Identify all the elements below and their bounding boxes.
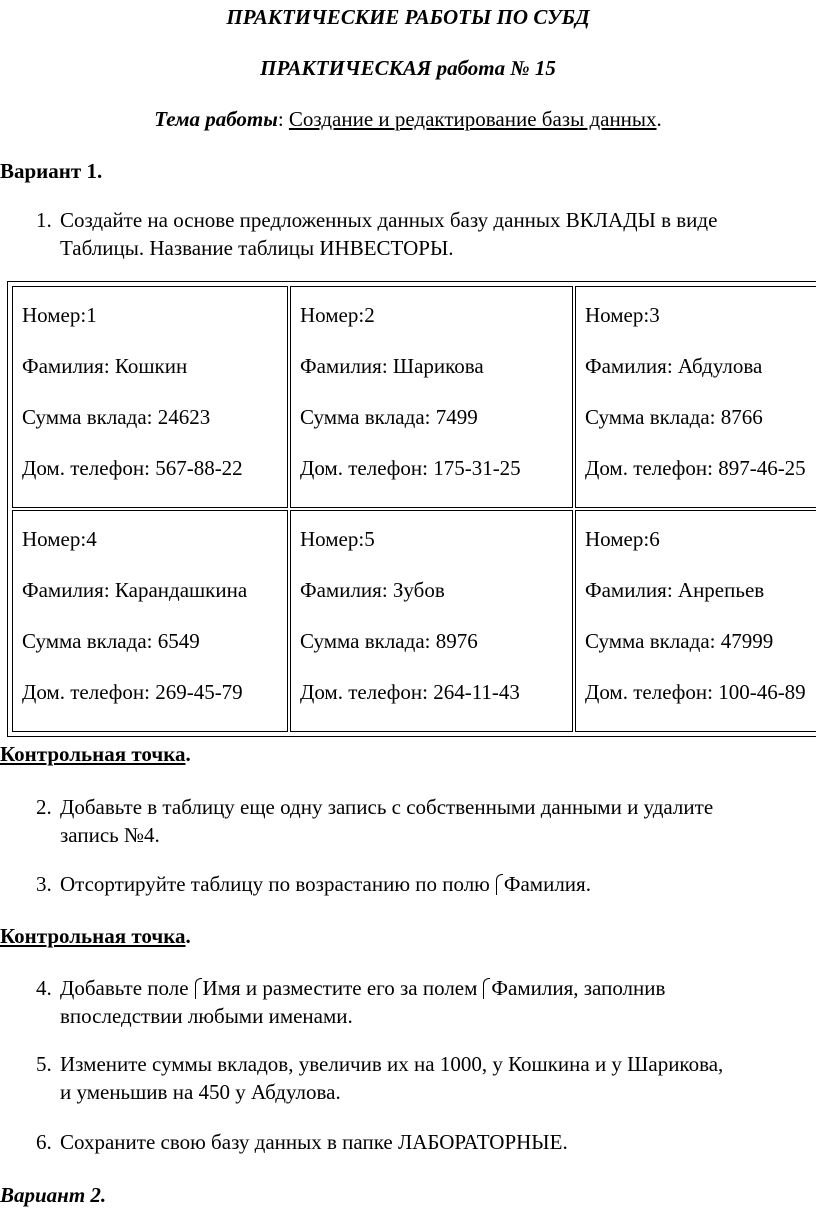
checkpoint-1 [0, 741, 191, 767]
record-number: Номер:1 [22, 303, 97, 327]
record-number: Номер:4 [22, 527, 97, 551]
record-cell-6 [575, 510, 816, 732]
variant-1-heading: Вариант 1. [0, 159, 103, 183]
record-phone: Дом. телефон: 897-46-25 [585, 456, 806, 480]
task-4-line-1 [60, 975, 665, 1001]
record-phone: Дом. телефон: 269-45-79 [22, 680, 243, 704]
record-deposit: Сумма вклада: 6549 [22, 629, 200, 653]
record-surname: Фамилия: Зубов [300, 578, 445, 602]
work-number: ПРАКТИЧЕСКАЯ работа № 15 [260, 56, 556, 80]
task-4-line-2: впоследствии любыми именами. [60, 1004, 353, 1028]
task-5-number: 5. [36, 1052, 52, 1076]
record-number: Номер:2 [300, 303, 375, 327]
record-number: Номер:6 [585, 527, 660, 551]
checkpoint-label: Контрольная точка [0, 742, 186, 766]
document-title: ПРАКТИЧЕСКИЕ РАБОТЫ ПО СУБД [226, 5, 590, 29]
record-cell-4 [12, 510, 288, 732]
task-5-line-1: Измените суммы вкладов, увеличив их на 1000, у Кошкина и у Шарикова, [60, 1052, 724, 1076]
record-number: Номер:3 [585, 303, 660, 327]
record-cell-2 [290, 286, 573, 508]
record-phone: Дом. телефон: 175-31-25 [300, 456, 521, 480]
record-deposit: Сумма вклада: 7499 [300, 405, 478, 429]
task-2-line-2: запись №4. [60, 823, 160, 847]
task-1-line-2: Таблицы. Название таблицы ИНВЕСТОРЫ. [60, 236, 454, 260]
checkpoint-dot: . [185, 924, 191, 948]
topic-text: Создание и редактирование базы данных [288, 107, 657, 131]
task-6-line-1: Сохраните свою базу данных в папке ЛАБОРАТОРНЫЕ. [60, 1130, 568, 1154]
task-1-line-1: Создайте на основе предложенных данных базу данных ВКЛАДЫ в виде [60, 208, 718, 232]
record-deposit: Сумма вклада: 8976 [300, 629, 478, 653]
task-3-line [60, 871, 591, 897]
field-quote-mark [481, 976, 489, 1000]
record-deposit: Сумма вклада: 8766 [585, 405, 763, 429]
record-phone: Дом. телефон: 100-46-89 [585, 680, 806, 704]
task-2-line-1: Добавьте в таблицу еще одну запись с собственными данными и удалите [60, 795, 714, 819]
checkpoint-label: Контрольная точка [0, 924, 186, 948]
task-4-part-2: Имя и разместите его за полем [202, 976, 478, 1000]
checkpoint-dot: . [185, 742, 191, 766]
task-4-number: 4. [36, 976, 52, 1000]
task-2-number: 2. [36, 795, 52, 819]
record-phone: Дом. телефон: 264-11-43 [300, 680, 520, 704]
record-surname: Фамилия: Анрепьев [585, 578, 765, 602]
field-quote-mark [494, 872, 502, 896]
variant-2-heading: Вариант 2. [0, 1183, 107, 1207]
task-3-text-after: Фамилия. [503, 872, 591, 896]
record-phone: Дом. телефон: 567-88-22 [22, 456, 243, 480]
task-5-line-2: и уменьшив на 450 у Абдулова. [60, 1080, 341, 1104]
record-cell-3 [575, 286, 816, 508]
task-4-part-3: Фамилия, заполнив [491, 976, 666, 1000]
record-cell-1 [12, 286, 288, 508]
record-deposit: Сумма вклада: 47999 [585, 629, 774, 653]
field-quote-mark [193, 976, 201, 1000]
task-1-number: 1. [36, 208, 52, 232]
task-3-number: 3. [36, 872, 52, 896]
record-surname: Фамилия: Шарикова [300, 354, 484, 378]
record-deposit: Сумма вклада: 24623 [22, 405, 211, 429]
record-surname: Фамилия: Карандашкина [22, 578, 248, 602]
record-surname: Фамилия: Кошкин [22, 354, 188, 378]
task-6-number: 6. [36, 1130, 52, 1154]
record-surname: Фамилия: Абдулова [585, 354, 763, 378]
record-cell-5 [290, 510, 573, 732]
record-number: Номер:5 [300, 527, 375, 551]
topic-separator: : [277, 107, 284, 131]
investors-table [7, 281, 816, 737]
task-4-part-1: Добавьте поле [60, 976, 189, 1000]
topic-end: . [656, 107, 662, 131]
topic-line [0, 106, 816, 132]
topic-label: Тема работы [154, 107, 278, 131]
task-3-text-before: Отсортируйте таблицу по возрастанию по полю [60, 872, 490, 896]
checkpoint-2 [0, 923, 191, 949]
